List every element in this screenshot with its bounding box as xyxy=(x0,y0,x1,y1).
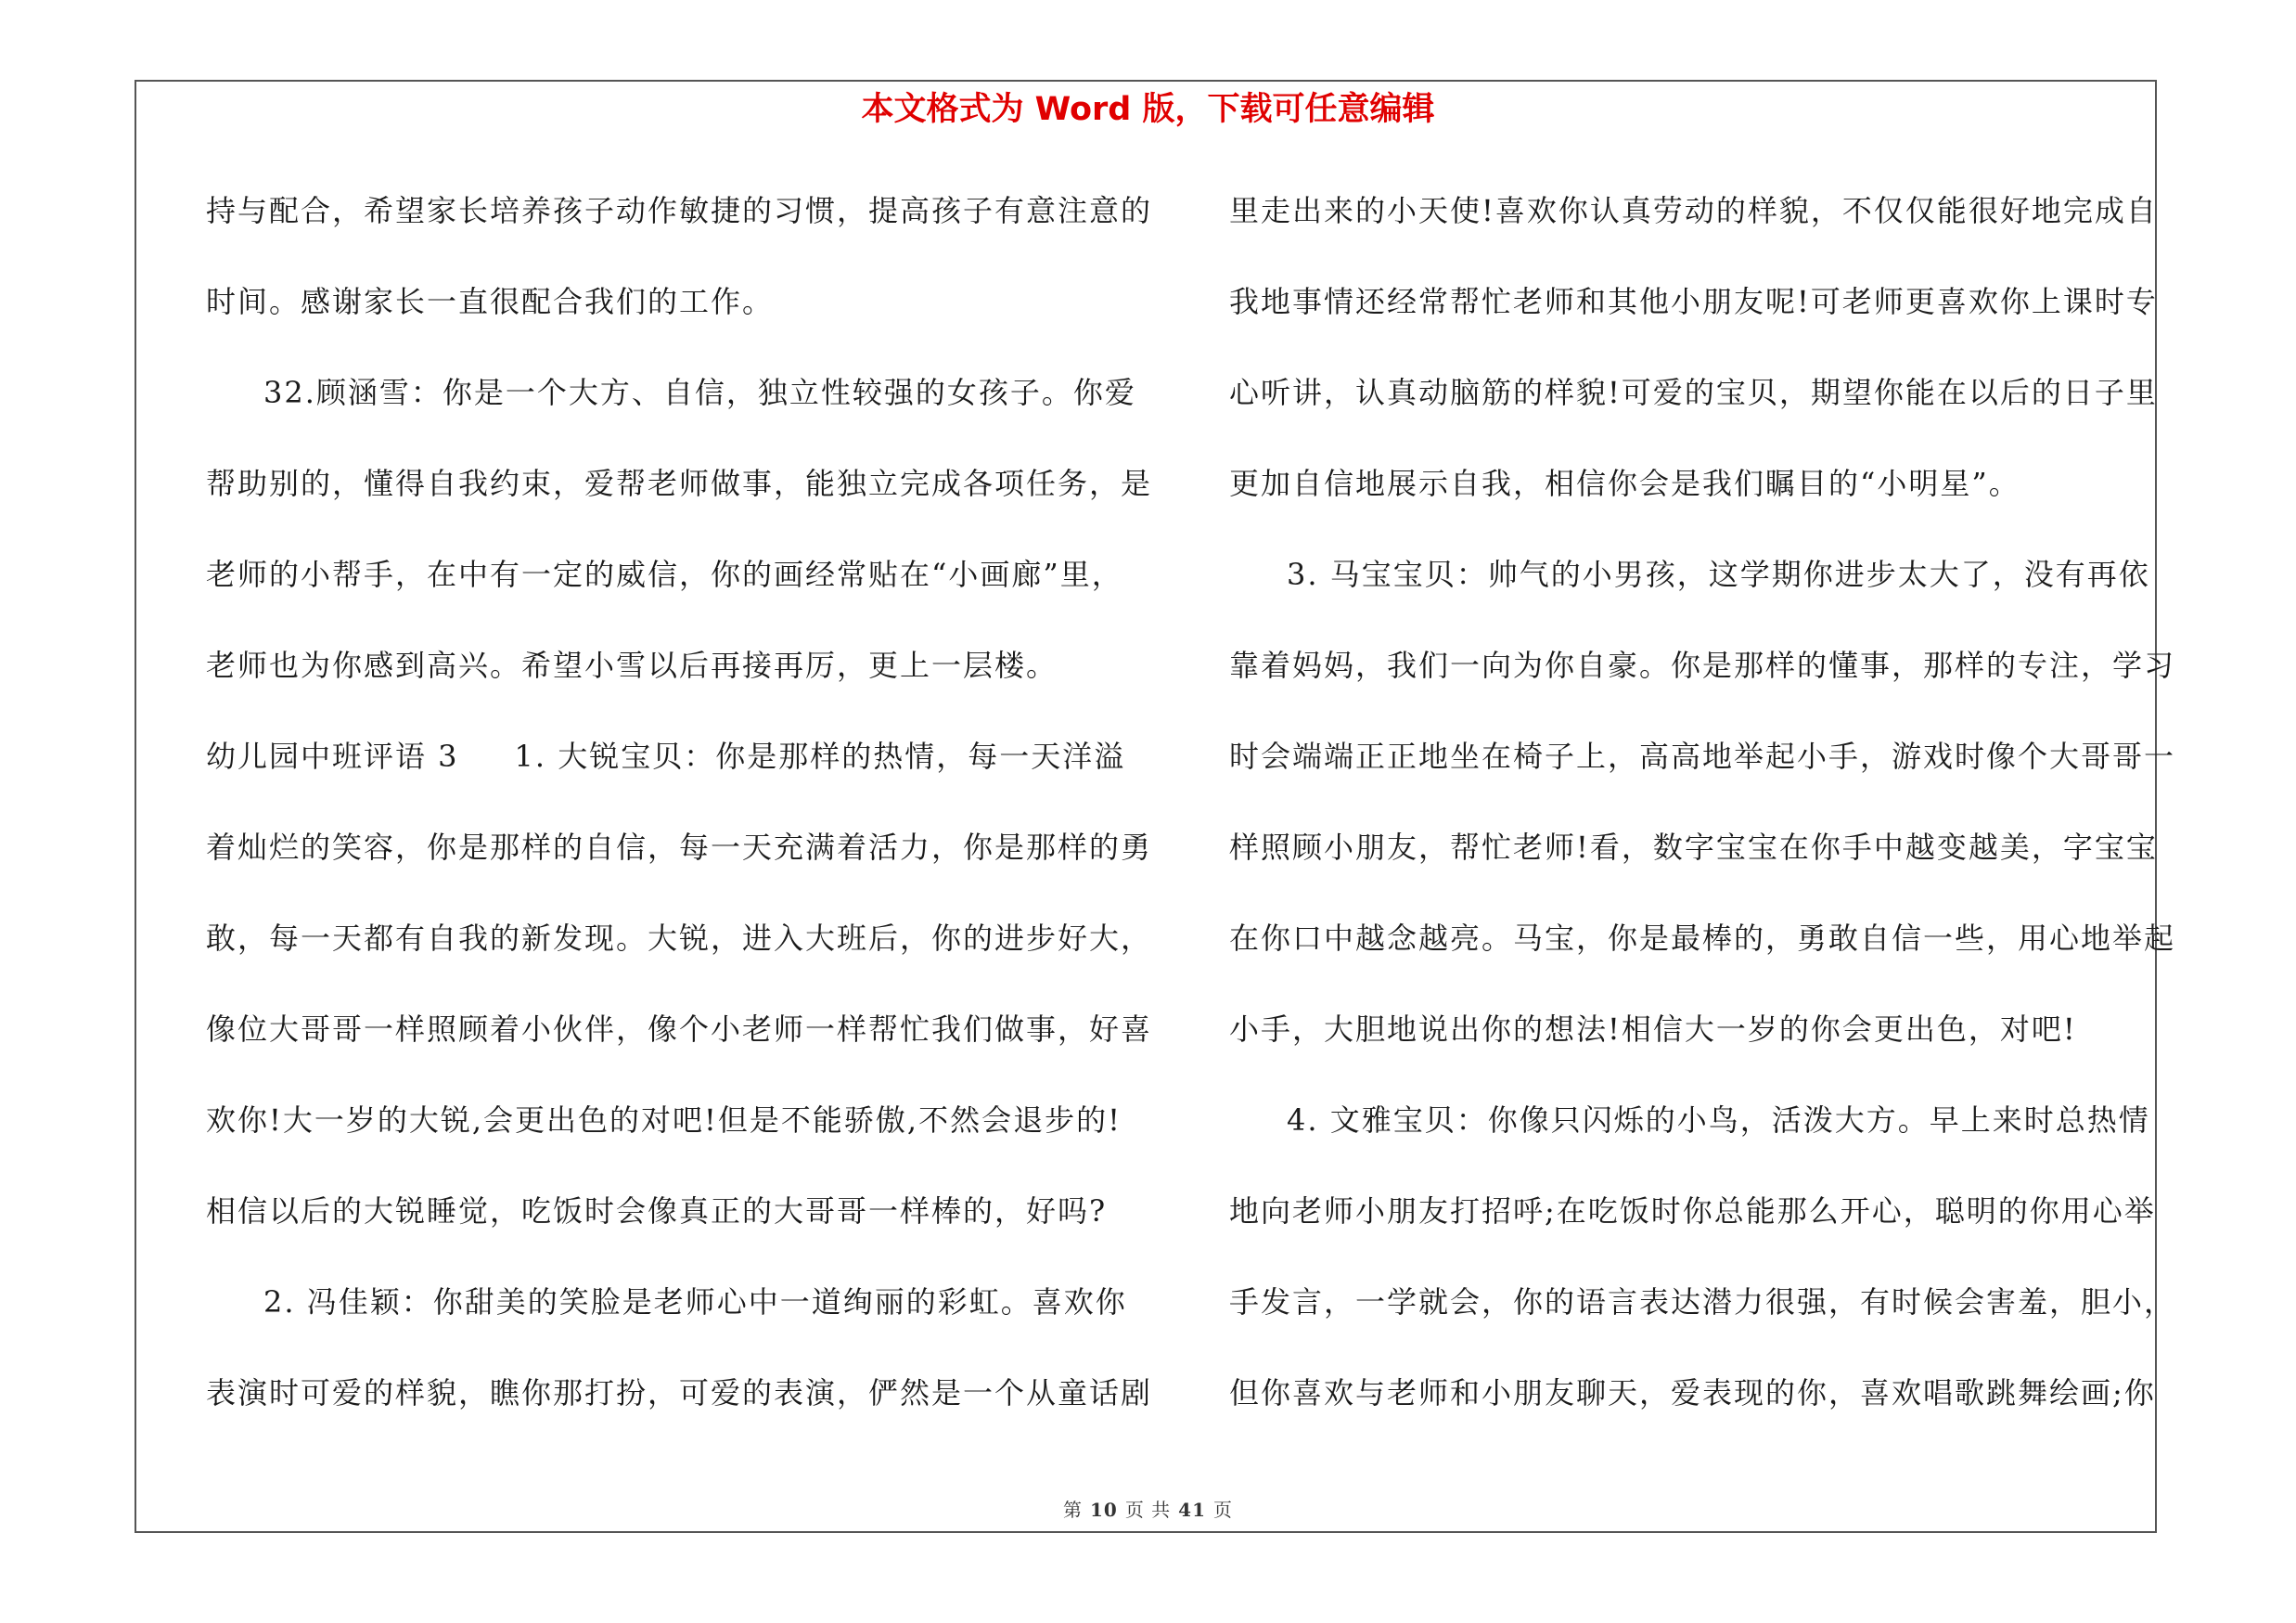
paragraph-line: 欢你!大一岁的大锐,会更出色的对吧!但是不能骄傲,不然会退步的! xyxy=(206,1102,1122,1138)
paragraph-line: 3. 马宝宝贝：帅气的小男孩，这学期你进步太大了，没有再依 xyxy=(1287,557,2150,592)
paragraph-line: 但你喜欢与老师和小朋友聊天，爱表现的你，喜欢唱歌跳舞绘画;你 xyxy=(1229,1375,2156,1410)
paragraph-line: 在你口中越念越亮。马宝，你是最棒的，勇敢自信一些，用心地举起 xyxy=(1229,921,2176,956)
paragraph-line: 相信以后的大锐睡觉，吃饭时会像真正的大哥哥一样棒的，好吗? xyxy=(206,1193,1108,1229)
paragraph-line: 样照顾小朋友，帮忙老师!看，数字宝宝在你手中越变越美，字宝宝 xyxy=(1229,830,2158,865)
section-heading: 幼儿园中班评语 3 xyxy=(206,739,459,774)
footer-prefix: 第 xyxy=(1062,1499,1083,1521)
paragraph-line: 手发言，一学就会，你的语言表达潜力很强，有时候会害羞，胆小， xyxy=(1229,1284,2176,1320)
paragraph-line: 老师也为你感到高兴。希望小雪以后再接再厉，更上一层楼。 xyxy=(206,648,1058,683)
paragraph-line: 持与配合，希望家长培养孩子动作敏捷的习惯，提高孩子有意注意的 xyxy=(206,193,1153,228)
paragraph-line: 更加自信地展示自我，相信你会是我们瞩目的“小明星”。 xyxy=(1229,466,2020,501)
paragraph-line: 帮助别的，懂得自我约束，爱帮老师做事，能独立完成各项任务，是 xyxy=(206,466,1153,501)
paragraph-line: 2. 冯佳颖：你甜美的笑脸是老师心中一道绚丽的彩虹。喜欢你 xyxy=(263,1284,1127,1320)
paragraph-line: 老师的小帮手，在中有一定的威信，你的画经常贴在“小画廊”里， xyxy=(206,557,1123,592)
paragraph-line: 4. 文雅宝贝：你像只闪烁的小鸟，活泼大方。早上来时总热情 xyxy=(1287,1102,2150,1138)
paragraph-line: 时会端端正正地坐在椅子上，高高地举起小手，游戏时像个大哥哥一 xyxy=(1229,739,2176,774)
paragraph-line: 靠着妈妈，我们一向为你自豪。你是那样的懂事，那样的专注，学习 xyxy=(1229,648,2176,683)
paragraph-line: 像位大哥哥一样照顾着小伙伴，像个小老师一样帮忙我们做事，好喜 xyxy=(206,1011,1153,1047)
paragraph-line: 表演时可爱的样貌，瞧你那打扮，可爱的表演，俨然是一个从童话剧 xyxy=(206,1375,1153,1410)
paragraph-line: 着灿烂的笑容，你是那样的自信，每一天充满着活力，你是那样的勇 xyxy=(206,830,1153,865)
total-page-number: 41 xyxy=(1178,1499,1207,1521)
paragraph-line: 时间。感谢家长一直很配合我们的工作。 xyxy=(206,284,775,319)
paragraph-line: 32.顾涵雪：你是一个大方、自信，独立性较强的女孩子。你爱 xyxy=(263,375,1136,410)
current-page-number: 10 xyxy=(1089,1499,1118,1521)
left-text-column xyxy=(206,165,1171,1438)
paragraph-line: 里走出来的小天使!喜欢你认真劳动的样貌，不仅仅能很好地完成自 xyxy=(1229,193,2158,228)
paragraph-line: 心听讲，认真动脑筋的样貌!可爱的宝贝，期望你能在以后的日子里 xyxy=(1229,375,2158,410)
paragraph-line: 地向老师小朋友打招呼;在吃饭时你总能那么开心，聪明的你用心举 xyxy=(1229,1193,2156,1229)
page-number-footer xyxy=(0,1495,2296,1522)
right-text-column xyxy=(1229,165,2176,1438)
paragraph-line: 我地事情还经常帮忙老师和其他小朋友呢!可老师更喜欢你上课时专 xyxy=(1229,284,2158,319)
footer-suffix: 页 xyxy=(1213,1499,1234,1521)
paragraph-line: 小手，大胆地说出你的想法!相信大一岁的你会更出色，对吧! xyxy=(1229,1011,2077,1047)
paragraph-line: 1. 大锐宝贝：你是那样的热情，每一天洋溢 xyxy=(514,739,1126,774)
format-notice-banner: 本文格式为 Word 版，下载可任意编辑 xyxy=(861,91,1435,128)
section-heading-line xyxy=(206,711,1171,802)
footer-middle: 页 共 xyxy=(1124,1499,1172,1521)
paragraph-line: 敢，每一天都有自我的新发现。大锐，进入大班后，你的进步好大， xyxy=(206,921,1153,956)
